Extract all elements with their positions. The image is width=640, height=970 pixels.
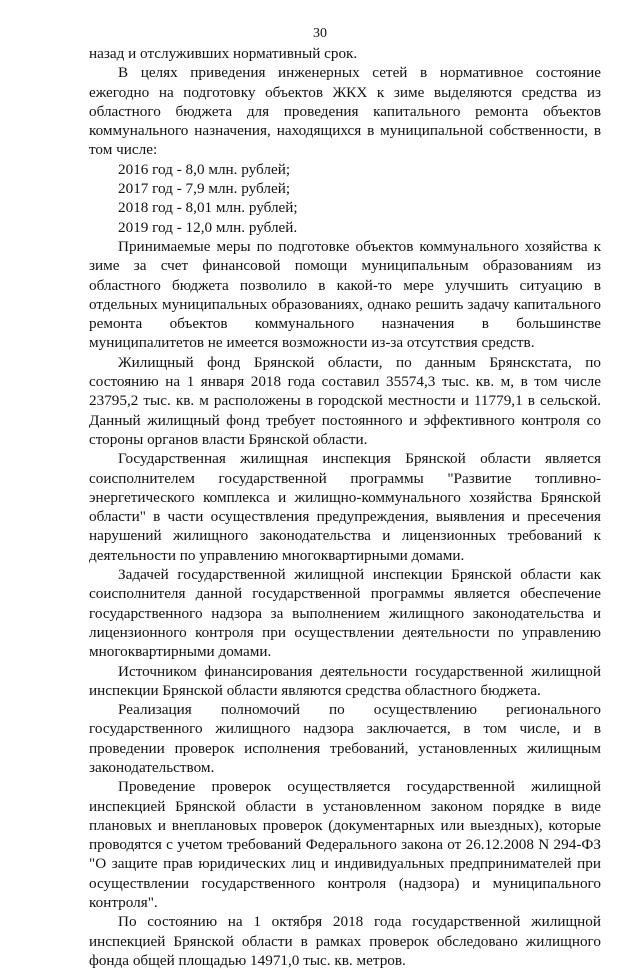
- paragraph-capital-repair-funding: В целях приведения инженерных сетей в нормативное состояние ежегодно на подготовку объектов ЖКХ к зиме выделяются средства из областного бюджета для проведения капитального ремонта объектов коммунального назначения, находящихся в муниципальной собственности, в том числе:: [89, 64, 601, 159]
- paragraph-inspections-procedure: Проведение проверок осуществляется государственной жилищной инспекцией Брянской области в установленном законом порядке в виде плановых и внеплановых проверок (документарных или выездных), которые проводятся с учетом требований Федерального закона от 26.12.2008 N 294-ФЗ "О защите прав юридических лиц и индивидуальных предпринимателей при осуществлении государственного контроля (надзора) и муниципального контроля".: [89, 778, 601, 912]
- funding-year-2019: 2019 год - 12,0 млн. рублей.: [118, 218, 298, 236]
- paragraph-inspection-coexecutor: Государственная жилищная инспекция Брянской области является соисполнителем государственной программы "Развитие топливно-энергетического комплекса и жилищно-коммунального хозяйства Брянской области" в части осуществления предупреждения, выявления и пресечения нарушений жилищного законодательства и лицензионных требований к деятельности по управлению многоквартирными домами.: [89, 450, 601, 564]
- funding-year-2017: 2017 год - 7,9 млн. рублей;: [118, 180, 291, 198]
- paragraph-financing-source: Источником финансирования деятельности государственной жилищной инспекции Брянской области являются средства областного бюджета.: [89, 662, 601, 699]
- funding-year-2016: 2016 год - 8,0 млн. рублей;: [118, 160, 291, 178]
- funding-year-2018: 2018 год - 8,01 млн. рублей;: [118, 199, 298, 217]
- paragraph-inspected-area: По состоянию на 1 октября 2018 года государственной жилищной инспекцией Брянской области в рамках проверок обследовано жилищного фонда общей площадью 14971,0 тыс. кв. метров.: [89, 913, 601, 969]
- document-body: [89, 44, 601, 970]
- paragraph-inspection-task: Задачей государственной жилищной инспекции Брянской области как соисполнителя данной государственной программы является обеспечение государственного надзора за выполнением жилищного законодательства и лицензионного контроля при осуществлении деятельности по управлению многоквартирными домами.: [89, 566, 601, 661]
- paragraph-housing-stock: Жилищный фонд Брянской области, по данным Брянскстата, по состоянию на 1 января 2018 года составил 35574,3 тыс. кв. м, в том числе 23795,2 тыс. кв. м расположены в городской местности и 11779,1 в сельской. Данный жилищный фонд требует постоянного и эффективного контроля со стороны органов власти Брянской области.: [89, 353, 601, 448]
- paragraph-supervision-powers: Реализация полномочий по осуществлению регионального государственного жилищного надзора заключается, в том числе, и в проведении проверок исполнения требований, установленных жилищным законодательством.: [89, 701, 601, 776]
- paragraph-continuation: назад и отслуживших нормативный срок.: [89, 45, 358, 62]
- paragraph-measures: Принимаемые меры по подготовке объектов коммунального хозяйства к зиме за счет финансовой помощи муниципальным образованиям из областного бюджета позволило в какой-то мере улучшить ситуацию в отдельных муниципальных образованиях, однако решить задачу капитального ремонта объектов коммунального назначения в большинстве муниципалитетов не имеется возможности из-за отсутствия средств.: [89, 237, 601, 352]
- page-number: 30: [313, 26, 327, 41]
- funding-years-list: [89, 160, 601, 237]
